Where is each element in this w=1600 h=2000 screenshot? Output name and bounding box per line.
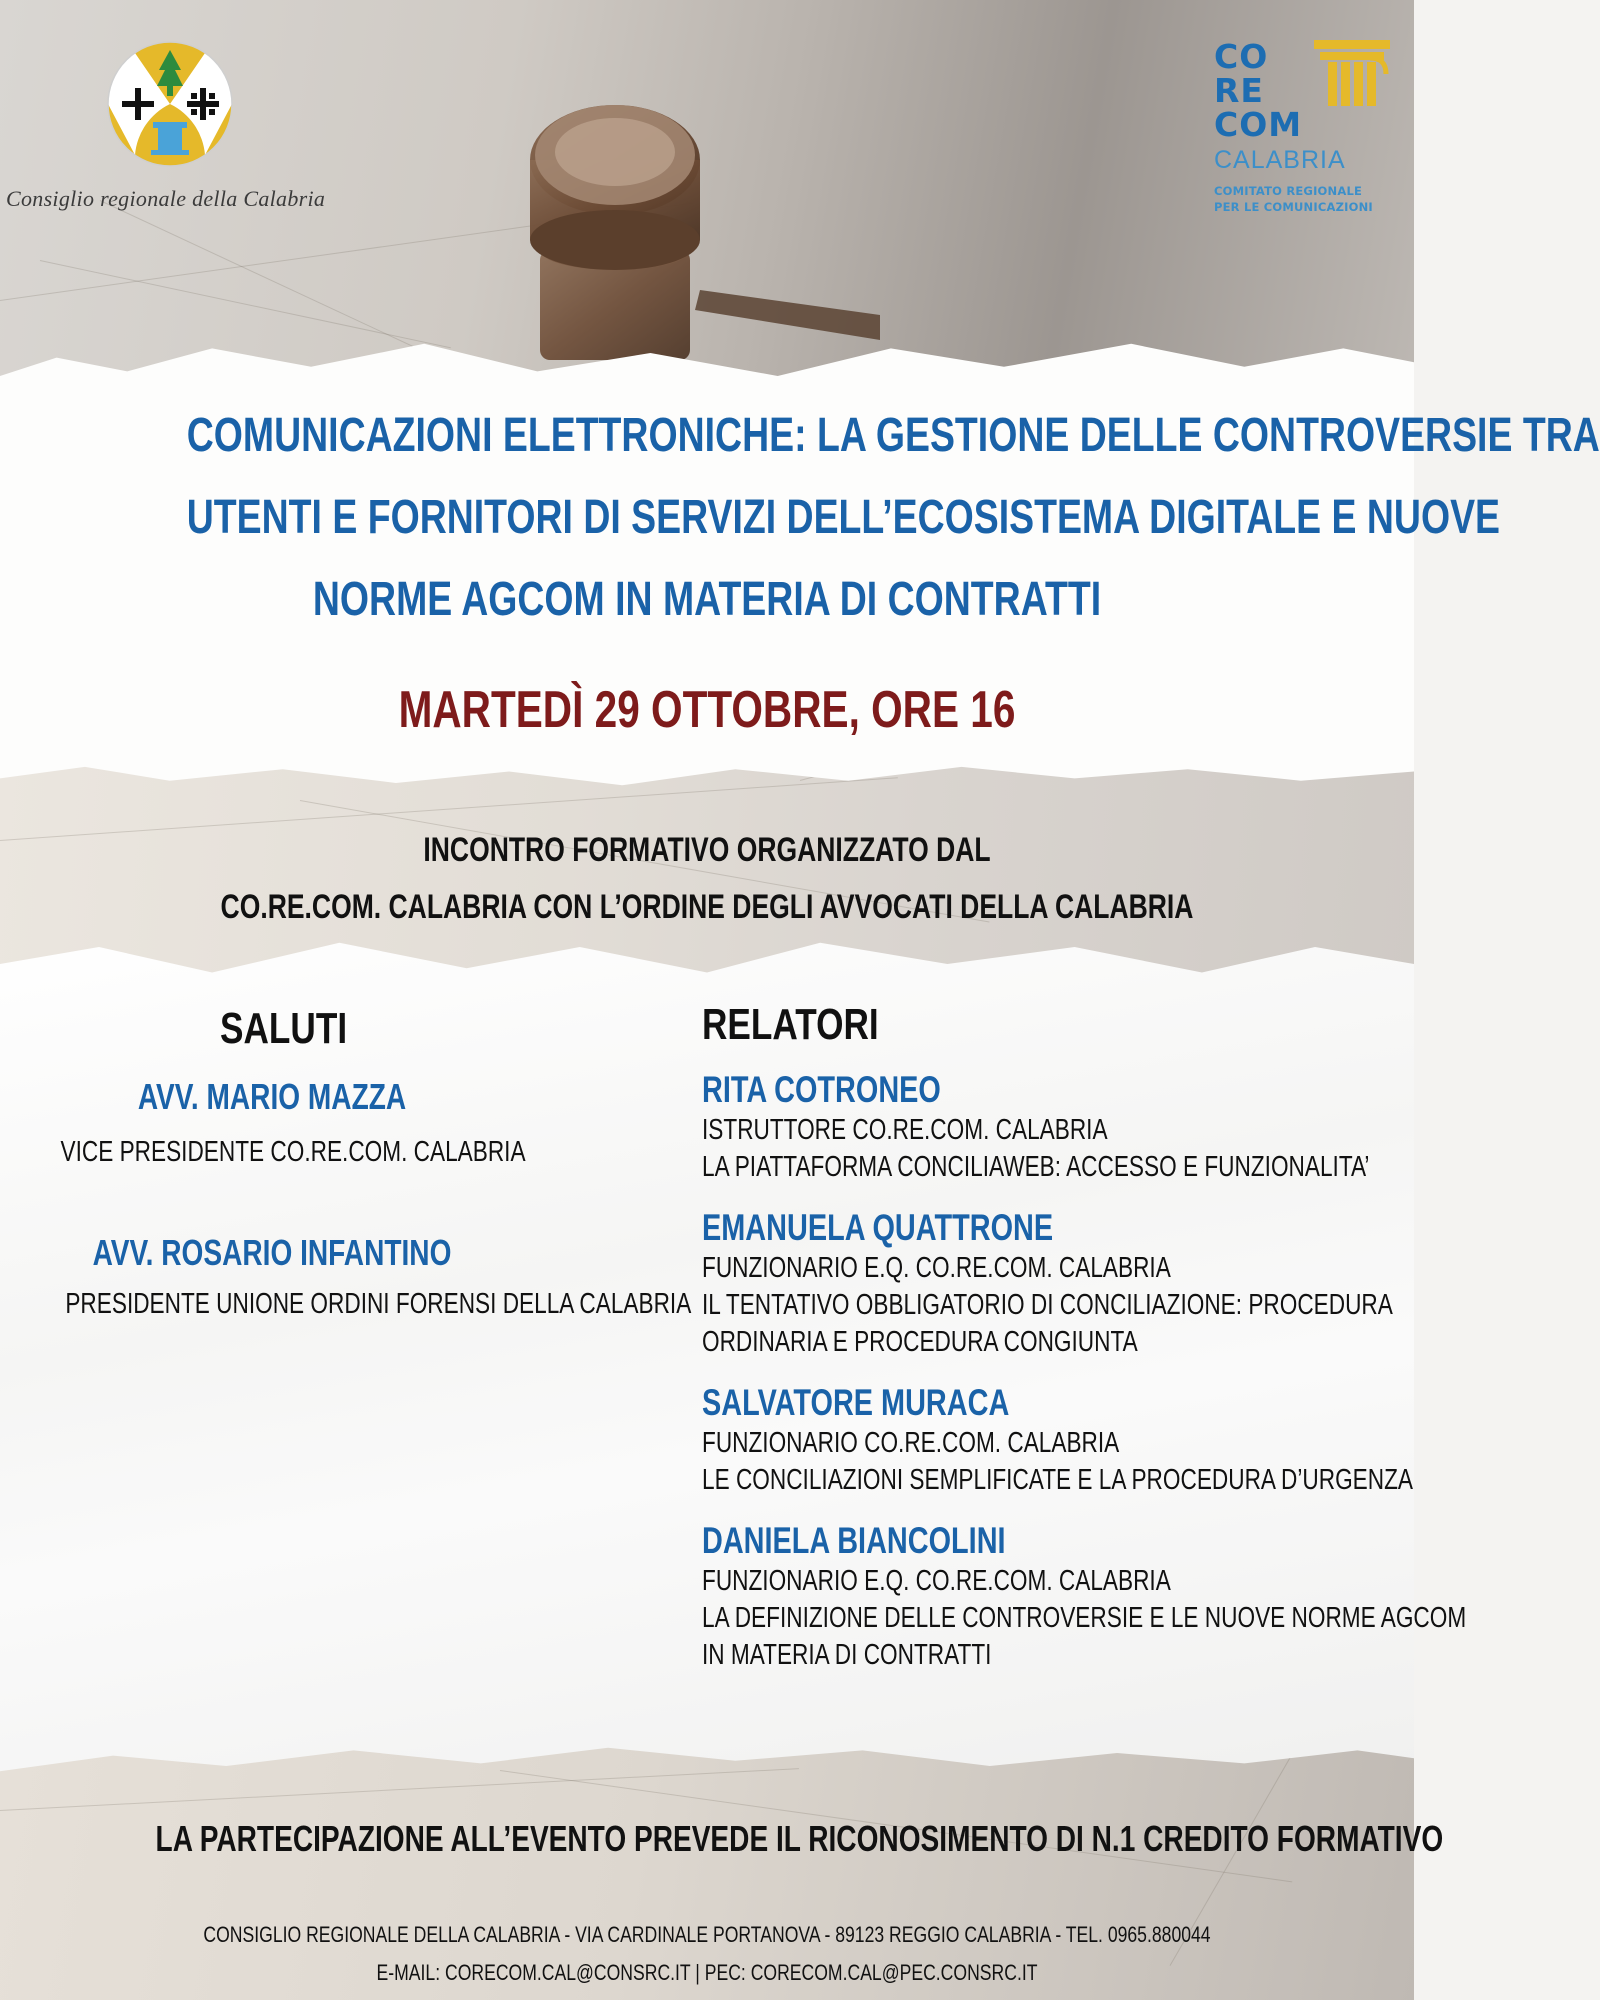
gavel-image	[520, 100, 880, 360]
corecom-logo-subtitle-1: COMITATO REGIONALE	[1214, 184, 1363, 198]
saluti-person-name: AVV. ROSARIO INFANTINO	[92, 1232, 452, 1273]
organizer-info	[156, 822, 1259, 936]
speaker-name: RITA COTRONEO	[702, 1069, 941, 1110]
event-title-line: NORME AGCOM IN MATERIA DI CONTRATTI	[312, 573, 1102, 626]
relatori-heading: RELATORI	[702, 1000, 879, 1049]
saluti-person-role: VICE PRESIDENTE CO.RE.COM. CALABRIA	[60, 1136, 526, 1168]
corecom-logo-region: CALABRIA	[1214, 146, 1346, 174]
corecom-logo-re: RE	[1214, 71, 1264, 110]
speaker-role: FUNZIONARIO E.Q. CO.RE.COM. CALABRIA	[702, 1252, 1171, 1284]
calabria-region-crest-icon	[105, 36, 235, 176]
contact-footer	[141, 1916, 1272, 1992]
training-credit-notice: LA PARTECIPAZIONE ALL’EVENTO PREVEDE IL RICONOSIMENTO DI N.1 CREDITO FORMATIVO	[155, 1818, 1444, 1859]
relatori-list	[702, 1068, 1467, 1694]
speaker-role: FUNZIONARIO CO.RE.COM. CALABRIA	[702, 1427, 1120, 1459]
speaker-item	[702, 1381, 1414, 1499]
speaker-name: DANIELA BIANCOLINI	[702, 1520, 1006, 1561]
corecom-column-icon	[1314, 38, 1390, 108]
speaker-topic: LA PIATTAFORMA CONCILIAWEB: ACCESSO E FUNZIONALITA’	[702, 1151, 1370, 1183]
corecom-logo	[1210, 34, 1400, 224]
corecom-logo-co: CO	[1214, 37, 1269, 76]
organizer-line: CO.RE.COM. CALABRIA CON L’ORDINE DEGLI AVVOCATI DELLA CALABRIA	[220, 888, 1194, 926]
speaker-item	[702, 1206, 1404, 1361]
event-title-line: UTENTI E FORNITORI DI SERVIZI DELL’ECOSISTEMA DIGITALE E NUOVE	[186, 491, 1501, 544]
saluti-heading: SALUTI	[220, 1004, 348, 1053]
event-date: MARTEDÌ 29 OTTOBRE, ORE 16	[398, 681, 1016, 739]
speaker-item	[702, 1068, 1404, 1186]
organizer-line: INCONTRO FORMATIVO ORGANIZZATO DAL	[423, 831, 991, 869]
event-title	[186, 395, 1600, 641]
saluti-person-role: PRESIDENTE UNIONE ORDINI FORENSI DELLA CALABRIA	[65, 1288, 692, 1320]
speaker-name: EMANUELA QUATTRONE	[702, 1207, 1054, 1248]
speaker-topic: IL TENTATIVO OBBLIGATORIO DI CONCILIAZIONE: PROCEDURA	[702, 1289, 1393, 1321]
corecom-logo-com: COM	[1214, 105, 1303, 144]
speaker-topic: IN MATERIA DI CONTRATTI	[702, 1639, 992, 1671]
footer-email: E-MAIL: CORECOM.CAL@CONSRC.IT | PEC: CORECOM.CAL@PEC.CONSRC.IT	[376, 1960, 1038, 1985]
corecom-logo-subtitle-2: PER LE COMUNICAZIONI	[1214, 200, 1373, 214]
event-title-line: COMUNICAZIONI ELETTRONICHE: LA GESTIONE DELLE CONTROVERSIE TRA	[186, 409, 1600, 462]
speaker-topic: ORDINARIA E PROCEDURA CONGIUNTA	[702, 1326, 1138, 1358]
footer-address: CONSIGLIO REGIONALE DELLA CALABRIA - VIA CARDINALE PORTANOVA - 89123 REGGIO CALABRIA - TEL. 0965.880044	[203, 1922, 1211, 1947]
speaker-item	[702, 1519, 1467, 1674]
saluti-person-name: AVV. MARIO MAZZA	[137, 1076, 407, 1117]
speaker-role: ISTRUTTORE CO.RE.COM. CALABRIA	[702, 1114, 1108, 1146]
speaker-role: FUNZIONARIO E.Q. CO.RE.COM. CALABRIA	[702, 1565, 1171, 1597]
speaker-name: SALVATORE MURACA	[702, 1382, 1010, 1423]
speaker-topic: LE CONCILIAZIONI SEMPLIFICATE E LA PROCEDURA D’URGENZA	[702, 1464, 1414, 1496]
region-council-name: Consiglio regionale della Calabria	[6, 186, 326, 211]
speaker-topic: LA DEFINIZIONE DELLE CONTROVERSIE E LE NUOVE NORME AGCOM	[702, 1602, 1467, 1634]
